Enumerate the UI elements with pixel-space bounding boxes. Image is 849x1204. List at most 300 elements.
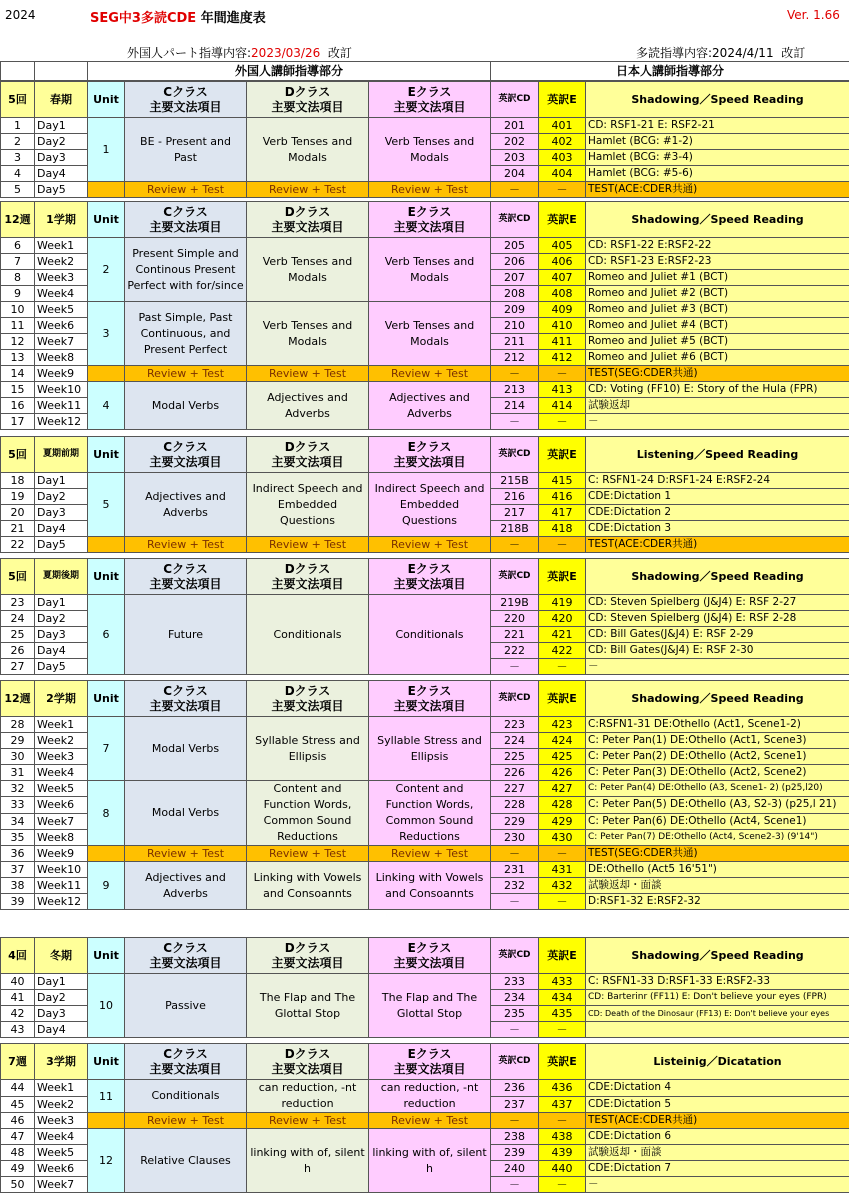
translation-e: 430 [539, 829, 586, 845]
lesson-number: 42 [1, 1006, 35, 1022]
term-block [0, 1043, 849, 1193]
translation-cd: 231 [491, 862, 539, 878]
translation-cd: 212 [491, 350, 539, 366]
lesson-day: Week7 [35, 1177, 88, 1193]
grammar-topic-d: Content and Function Words, Common Sound Reductions [247, 781, 369, 846]
translation-e: 408 [539, 286, 586, 302]
class-c-name: Cクラス [163, 204, 208, 219]
shadowing-material: TEST(SEG:CDER共通) [586, 846, 849, 862]
lesson-number: 6 [1, 238, 35, 254]
lesson-number: 5 [1, 182, 35, 198]
lesson-day: Week7 [35, 334, 88, 350]
translation-e: 410 [539, 318, 586, 334]
grammar-topic-c: Modal Verbs [125, 781, 247, 846]
translation-e: 404 [539, 166, 586, 182]
review-test-d: Review + Test [247, 182, 369, 198]
translation-e: 427 [539, 781, 586, 797]
translation-cd: － [491, 1022, 539, 1038]
translation-cd: 217 [491, 505, 539, 521]
lesson-day: Week6 [35, 318, 88, 334]
translation-cd: 225 [491, 749, 539, 765]
grammar-topic-e: linking with of, silent h [369, 1129, 491, 1193]
schedule-row [1, 366, 849, 382]
class-e-grammar-header [369, 1044, 491, 1080]
lesson-number: 43 [1, 1022, 35, 1038]
grammar-topic-c: Relative Clauses [125, 1129, 247, 1193]
lesson-number: 47 [1, 1129, 35, 1145]
translation-cd: 240 [491, 1161, 539, 1177]
translation-cd: 223 [491, 717, 539, 733]
schedule-row [1, 537, 849, 553]
lesson-day: Day1 [35, 473, 88, 489]
translation-cd: 236 [491, 1080, 539, 1097]
class-d-grammar-label: 主要文法項目 [271, 955, 344, 970]
unit-number [88, 366, 125, 382]
grammar-topic-e: Adjectives and Adverbs [369, 382, 491, 430]
translation-e: 409 [539, 302, 586, 318]
translation-e: 439 [539, 1145, 586, 1161]
lesson-number: 46 [1, 1113, 35, 1129]
translation-e: 401 [539, 118, 586, 134]
class-e-grammar-header [369, 681, 491, 717]
term-name: 2学期 [35, 681, 88, 717]
unit-number: 1 [88, 118, 125, 182]
translation-e: 431 [539, 862, 586, 878]
translation-cd: － [491, 366, 539, 382]
translation-cd-header: 英訳CD [491, 938, 539, 974]
translation-cd: 216 [491, 489, 539, 505]
lesson-number: 19 [1, 489, 35, 505]
lesson-number: 3 [1, 150, 35, 166]
translation-cd: 226 [491, 765, 539, 781]
grammar-topic-e: Verb Tenses and Modals [369, 238, 491, 302]
class-c-grammar-label: 主要文法項目 [149, 576, 222, 591]
shadowing-material: Romeo and Juliet #6 (BCT) [586, 350, 849, 366]
class-c-grammar-header [125, 681, 247, 717]
translation-e: － [539, 1177, 586, 1193]
lesson-day: Week4 [35, 1129, 88, 1145]
lesson-number: 34 [1, 813, 35, 829]
lesson-number: 40 [1, 974, 35, 990]
review-test-e: Review + Test [369, 182, 491, 198]
review-test-e: Review + Test [369, 1113, 491, 1129]
class-c-grammar-label: 主要文法項目 [149, 1061, 222, 1076]
translation-cd-header: 英訳CD [491, 1044, 539, 1080]
translation-e: 433 [539, 974, 586, 990]
shadowing-material: TEST(ACE:CDER共通) [586, 182, 849, 198]
unit-number [88, 182, 125, 198]
shadowing-material: Romeo and Juliet #5 (BCT) [586, 334, 849, 350]
schedule-row [1, 1113, 849, 1129]
translation-e: 423 [539, 717, 586, 733]
translation-e: 429 [539, 813, 586, 829]
shadowing-material: CDE:Dictation 7 [586, 1161, 849, 1177]
translation-cd: － [491, 182, 539, 198]
translation-cd: 234 [491, 990, 539, 1006]
lesson-day: Week5 [35, 302, 88, 318]
class-c-name: Cクラス [163, 940, 208, 955]
session-count: 5回 [1, 82, 35, 118]
class-e-name: Eクラス [407, 204, 452, 219]
translation-cd: 230 [491, 829, 539, 845]
schedule-row [1, 1080, 849, 1097]
lesson-number: 21 [1, 521, 35, 537]
shadowing-header: Listeinig／Dicatation [586, 1044, 849, 1080]
translation-e: 413 [539, 382, 586, 398]
class-d-grammar-header [247, 938, 369, 974]
schedule-row [1, 846, 849, 862]
grammar-topic-d: linking with of, silent h [247, 1129, 369, 1193]
translation-e-header: 英訳E [539, 1044, 586, 1080]
review-test-c: Review + Test [125, 182, 247, 198]
unit-number: 6 [88, 595, 125, 675]
translation-e: － [539, 659, 586, 675]
translation-cd-header: 英訳CD [491, 681, 539, 717]
translation-cd: 202 [491, 134, 539, 150]
shadowing-header: Listening／Speed Reading [586, 437, 849, 473]
translation-cd: － [491, 537, 539, 553]
foreign-section-title: 外国人講師指導部分 [88, 62, 491, 81]
term-block [0, 81, 849, 198]
class-c-name: Cクラス [163, 1046, 208, 1061]
schedule-row [1, 595, 849, 611]
term-block [0, 201, 849, 430]
translation-e: 416 [539, 489, 586, 505]
shadowing-material: CDE:Dictation 2 [586, 505, 849, 521]
shadowing-material: TEST(SEG:CDER共通) [586, 366, 849, 382]
class-c-grammar-header [125, 202, 247, 238]
translation-cd-header: 英訳CD [491, 82, 539, 118]
grammar-topic-e: Conditionals [369, 595, 491, 675]
class-c-grammar-label: 主要文法項目 [149, 99, 222, 114]
term-name: 夏期前期 [35, 437, 88, 473]
lesson-number: 23 [1, 595, 35, 611]
translation-cd: 237 [491, 1096, 539, 1113]
foreign-revision [127, 44, 352, 61]
class-d-grammar-label: 主要文法項目 [271, 576, 344, 591]
schedule-row [1, 473, 849, 489]
translation-e: － [539, 537, 586, 553]
class-d-grammar-header [247, 559, 369, 595]
class-c-name: Cクラス [163, 84, 208, 99]
grammar-topic-e: Syllable Stress and Ellipsis [369, 717, 491, 781]
grammar-topic-d: Syllable Stress and Ellipsis [247, 717, 369, 781]
grammar-topic-d: Verb Tenses and Modals [247, 118, 369, 182]
translation-cd: 238 [491, 1129, 539, 1145]
lesson-number: 12 [1, 334, 35, 350]
class-e-grammar-header [369, 437, 491, 473]
class-d-name: Dクラス [284, 561, 331, 576]
translation-e: 440 [539, 1161, 586, 1177]
translation-cd: 204 [491, 166, 539, 182]
lesson-day: Day4 [35, 1022, 88, 1038]
translation-e: 425 [539, 749, 586, 765]
grammar-topic-e: Verb Tenses and Modals [369, 118, 491, 182]
shadowing-material: Hamlet (BCG: #5-6) [586, 166, 849, 182]
grammar-topic-c: Conditionals [125, 1080, 247, 1113]
term-name: 1学期 [35, 202, 88, 238]
schedule-row [1, 302, 849, 318]
shadowing-material: Romeo and Juliet #2 (BCT) [586, 286, 849, 302]
grammar-topic-d: Adjectives and Adverbs [247, 382, 369, 430]
lesson-number: 25 [1, 627, 35, 643]
shadowing-material: CD: RSF1-22 E:RSF2-22 [586, 238, 849, 254]
translation-e: 438 [539, 1129, 586, 1145]
lesson-day: Day4 [35, 643, 88, 659]
class-e-grammar-header [369, 82, 491, 118]
schedule-row [1, 1129, 849, 1145]
lesson-day: Week11 [35, 878, 88, 894]
class-d-grammar-label: 主要文法項目 [271, 219, 344, 234]
lesson-day: Week10 [35, 862, 88, 878]
grammar-topic-c: Adjectives and Adverbs [125, 862, 247, 910]
translation-cd: 203 [491, 150, 539, 166]
shadowing-material: CD: Barterinr (FF11) E: Don't believe your eyes (FPR) [586, 990, 849, 1006]
shadowing-material: CD: Voting (FF10) E: Story of the Hula (FPR) [586, 382, 849, 398]
class-d-grammar-label: 主要文法項目 [271, 698, 344, 713]
lesson-number: 27 [1, 659, 35, 675]
lesson-day: Week12 [35, 414, 88, 430]
translation-e: － [539, 846, 586, 862]
title-rest: 年間進度表 [196, 11, 266, 26]
lesson-number: 20 [1, 505, 35, 521]
lesson-day: Week9 [35, 846, 88, 862]
lesson-number: 38 [1, 878, 35, 894]
lesson-day: Week2 [35, 733, 88, 749]
unit-number [88, 846, 125, 862]
translation-cd: 232 [491, 878, 539, 894]
year-label: 2024 [5, 8, 36, 22]
unit-number: 3 [88, 302, 125, 366]
translation-e: 432 [539, 878, 586, 894]
unit-header: Unit [88, 1044, 125, 1080]
grammar-topic-e: Indirect Speech and Embedded Questions [369, 473, 491, 537]
lesson-day: Week3 [35, 270, 88, 286]
shadowing-header: Shadowing／Speed Reading [586, 559, 849, 595]
lesson-day: Day2 [35, 489, 88, 505]
shadowing-material: － [586, 1177, 849, 1193]
translation-e: － [539, 414, 586, 430]
schedule-row [1, 862, 849, 878]
translation-e: 402 [539, 134, 586, 150]
translation-e: 422 [539, 643, 586, 659]
lesson-day: Day5 [35, 182, 88, 198]
review-test-d: Review + Test [247, 1113, 369, 1129]
lesson-number: 11 [1, 318, 35, 334]
grammar-topic-d: Linking with Vowels and Consoannts [247, 862, 369, 910]
lesson-day: Day3 [35, 505, 88, 521]
lesson-number: 15 [1, 382, 35, 398]
translation-cd: 218B [491, 521, 539, 537]
shadowing-material: CD: Steven Spielberg (J&J4) E: RSF 2-27 [586, 595, 849, 611]
class-c-grammar-label: 主要文法項目 [149, 219, 222, 234]
shadowing-material: C: Peter Pan(6) DE:Othello (Act4, Scene1) [586, 813, 849, 829]
class-c-grammar-label: 主要文法項目 [149, 955, 222, 970]
review-test-c: Review + Test [125, 1113, 247, 1129]
class-c-name: Cクラス [163, 439, 208, 454]
version-label: Ver. 1.66 [787, 8, 840, 22]
term-block [0, 558, 849, 675]
translation-cd: 210 [491, 318, 539, 334]
translation-e: 407 [539, 270, 586, 286]
translation-e: 414 [539, 398, 586, 414]
lesson-day: Day1 [35, 974, 88, 990]
translation-cd: 239 [491, 1145, 539, 1161]
translation-e-header: 英訳E [539, 681, 586, 717]
grammar-topic-d: The Flap and The Glottal Stop [247, 974, 369, 1038]
lesson-number: 33 [1, 797, 35, 813]
unit-header: Unit [88, 202, 125, 238]
lesson-number: 50 [1, 1177, 35, 1193]
translation-e: 436 [539, 1080, 586, 1097]
unit-number: 11 [88, 1080, 125, 1113]
shadowing-material: CDE:Dictation 1 [586, 489, 849, 505]
schedule-row [1, 118, 849, 134]
sheet-header [0, 0, 849, 60]
translation-e-header: 英訳E [539, 202, 586, 238]
lesson-number: 24 [1, 611, 35, 627]
session-count: 4回 [1, 938, 35, 974]
grammar-topic-d: Verb Tenses and Modals [247, 238, 369, 302]
class-e-grammar-label: 主要文法項目 [393, 576, 466, 591]
translation-e: 417 [539, 505, 586, 521]
lesson-number: 49 [1, 1161, 35, 1177]
lesson-day: Week2 [35, 254, 88, 270]
class-c-grammar-header [125, 437, 247, 473]
translation-e: 405 [539, 238, 586, 254]
tadoku-revision-label: 多読指導内容:2024/4/11 [636, 46, 774, 60]
shadowing-material: C: Peter Pan(4) DE:Othello (A3, Scene1- 2) (p25,l20) [586, 781, 849, 797]
translation-e-header: 英訳E [539, 437, 586, 473]
tadoku-revision-suffix: 改訂 [781, 46, 806, 60]
schedule-row [1, 238, 849, 254]
shadowing-material: CD: RSF1-23 E:RSF2-23 [586, 254, 849, 270]
foreign-revision-suffix: 改訂 [327, 46, 352, 60]
class-e-name: Eクラス [407, 84, 452, 99]
lesson-number: 10 [1, 302, 35, 318]
lesson-number: 29 [1, 733, 35, 749]
lesson-day: Week1 [35, 238, 88, 254]
grammar-topic-d: Conditionals [247, 595, 369, 675]
section-header-row [0, 61, 849, 81]
unit-header: Unit [88, 437, 125, 473]
shadowing-material: 試験返却 [586, 398, 849, 414]
session-count: 7週 [1, 1044, 35, 1080]
lesson-number: 45 [1, 1096, 35, 1113]
shadowing-material: Hamlet (BCG: #1-2) [586, 134, 849, 150]
translation-cd: － [491, 659, 539, 675]
shadowing-material: Romeo and Juliet #3 (BCT) [586, 302, 849, 318]
class-e-name: Eクラス [407, 439, 452, 454]
class-c-grammar-header [125, 82, 247, 118]
shadowing-material: CDE:Dictation 4 [586, 1080, 849, 1097]
class-d-name: Dクラス [284, 439, 331, 454]
shadowing-header: Shadowing／Speed Reading [586, 681, 849, 717]
lesson-day: Week5 [35, 781, 88, 797]
lesson-day: Week4 [35, 286, 88, 302]
grammar-topic-c: Adjectives and Adverbs [125, 473, 247, 537]
shadowing-material: TEST(ACE:CDER共通) [586, 1113, 849, 1129]
lesson-day: Day5 [35, 659, 88, 675]
translation-cd: 213 [491, 382, 539, 398]
class-d-grammar-header [247, 82, 369, 118]
shadowing-material: C: Peter Pan(5) DE:Othello (A3, S2-3) (p25,l 21) [586, 797, 849, 813]
shadowing-material: Hamlet (BCG: #3-4) [586, 150, 849, 166]
lesson-day: Day3 [35, 150, 88, 166]
lesson-day: Week6 [35, 797, 88, 813]
translation-cd: 205 [491, 238, 539, 254]
review-test-c: Review + Test [125, 366, 247, 382]
document-title [90, 7, 266, 26]
translation-e: 406 [539, 254, 586, 270]
grammar-topic-e: The Flap and The Glottal Stop [369, 974, 491, 1038]
translation-e-header: 英訳E [539, 559, 586, 595]
grammar-topic-e: Linking with Vowels and Consoannts [369, 862, 491, 910]
term-block [0, 937, 849, 1038]
shadowing-header: Shadowing／Speed Reading [586, 938, 849, 974]
lesson-day: Week10 [35, 382, 88, 398]
lesson-number: 39 [1, 894, 35, 910]
translation-e-header: 英訳E [539, 938, 586, 974]
shadowing-material: CDE:Dictation 3 [586, 521, 849, 537]
shadowing-material: C: RSFN1-33 D:RSF1-33 E:RSF2-33 [586, 974, 849, 990]
schedule-row [1, 781, 849, 797]
shadowing-material: CD: Steven Spielberg (J&J4) E: RSF 2-28 [586, 611, 849, 627]
shadowing-material: C: Peter Pan(3) DE:Othello (Act2, Scene2) [586, 765, 849, 781]
class-d-grammar-label: 主要文法項目 [271, 1061, 344, 1076]
shadowing-material: CD: Bill Gates(J&J4) E: RSF 2-29 [586, 627, 849, 643]
unit-header: Unit [88, 82, 125, 118]
unit-number: 5 [88, 473, 125, 537]
lesson-number: 18 [1, 473, 35, 489]
translation-e: － [539, 1022, 586, 1038]
class-d-grammar-label: 主要文法項目 [271, 454, 344, 469]
class-d-grammar-header [247, 202, 369, 238]
lesson-day: Week12 [35, 894, 88, 910]
translation-e: 420 [539, 611, 586, 627]
unit-number [88, 537, 125, 553]
lesson-number: 13 [1, 350, 35, 366]
translation-e: 424 [539, 733, 586, 749]
session-count: 12週 [1, 202, 35, 238]
class-c-grammar-label: 主要文法項目 [149, 698, 222, 713]
lesson-number: 31 [1, 765, 35, 781]
unit-header: Unit [88, 559, 125, 595]
review-test-d: Review + Test [247, 537, 369, 553]
lesson-day: Week4 [35, 765, 88, 781]
review-test-d: Review + Test [247, 366, 369, 382]
review-test-c: Review + Test [125, 846, 247, 862]
lesson-day: Week1 [35, 1080, 88, 1097]
class-e-name: Eクラス [407, 561, 452, 576]
lesson-day: Week11 [35, 398, 88, 414]
shadowing-material: CD: Death of the Dinosaur (FF13) E: Don't believe your eyes [586, 1006, 849, 1022]
translation-cd: － [491, 1113, 539, 1129]
shadowing-material: C: Peter Pan(1) DE:Othello (Act1, Scene3) [586, 733, 849, 749]
class-d-grammar-header [247, 437, 369, 473]
session-count: 5回 [1, 559, 35, 595]
shadowing-header: Shadowing／Speed Reading [586, 82, 849, 118]
shadowing-material [586, 1022, 849, 1038]
class-e-grammar-label: 主要文法項目 [393, 1061, 466, 1076]
lesson-day: Week9 [35, 366, 88, 382]
translation-cd: 227 [491, 781, 539, 797]
grammar-topic-e: can reduction, -nt reduction [369, 1080, 491, 1113]
translation-e: 412 [539, 350, 586, 366]
class-e-name: Eクラス [407, 683, 452, 698]
class-e-grammar-label: 主要文法項目 [393, 698, 466, 713]
class-c-grammar-header [125, 1044, 247, 1080]
